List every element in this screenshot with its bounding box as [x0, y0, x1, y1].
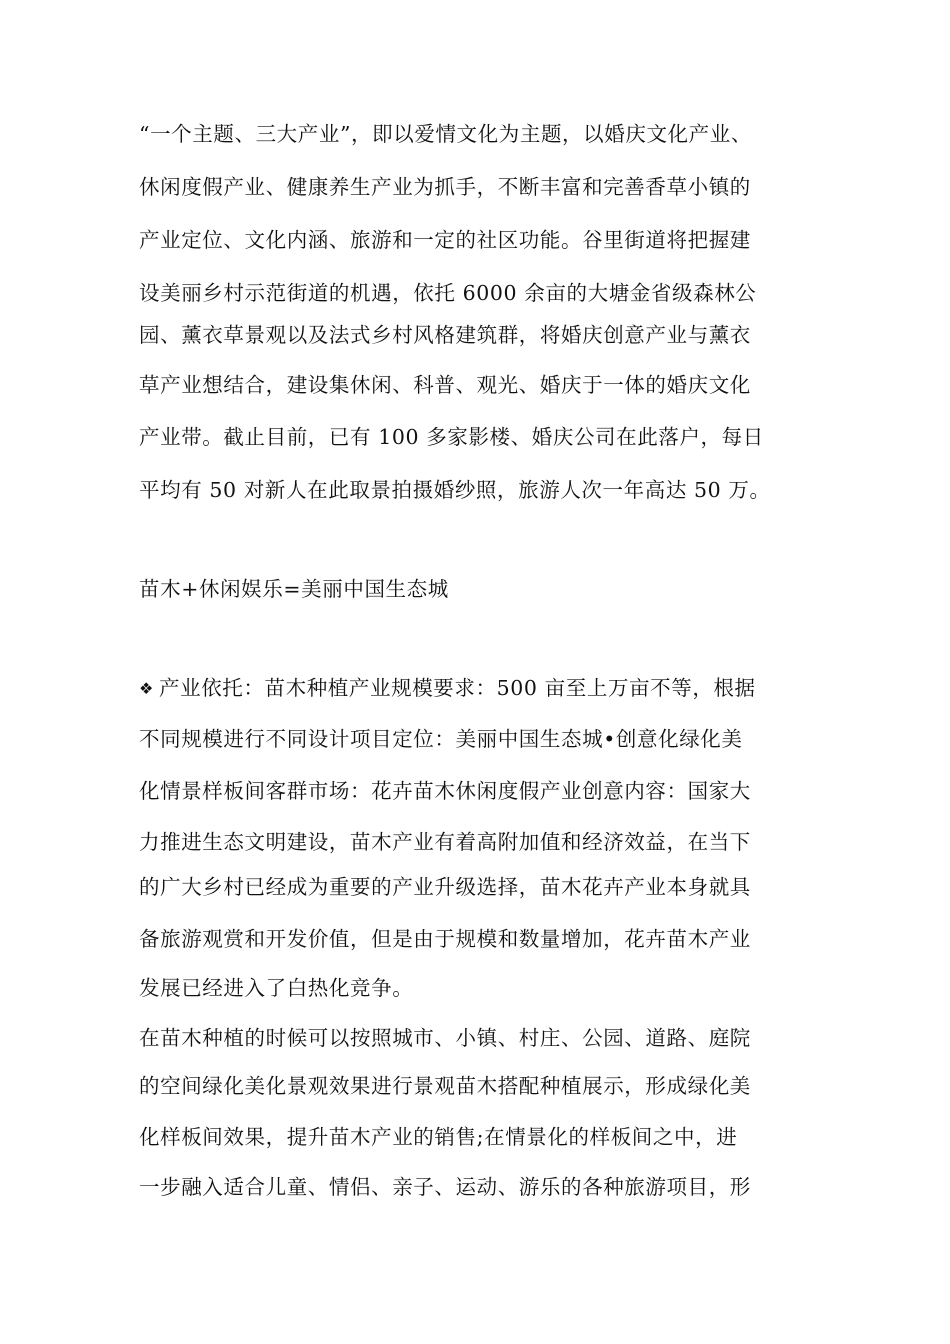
paragraph1-line: “一个主题、三大产业”，即以爱情文化为主题，以婚庆文化产业、	[139, 122, 752, 146]
diamond-bullet-icon: ❖	[139, 679, 154, 698]
paragraph3-line: 在苗木种植的时候可以按照城市、小镇、村庄、公园、道路、庭院	[139, 1026, 751, 1050]
paragraph2-line: 力推进生态文明建设，苗木产业有着高附加值和经济效益，在当下	[139, 830, 751, 854]
paragraph1-line: 休闲度假产业、健康养生产业为抓手，不断丰富和完善香草小镇的	[139, 175, 751, 199]
paragraph1-line: 园、薰衣草景观以及法式乡村风格建筑群，将婚庆创意产业与薰衣	[139, 323, 751, 347]
paragraph2-line: 化情景样板间客群市场：花卉苗木休闲度假产业创意内容：国家大	[139, 779, 751, 803]
paragraph2-line: 发展已经进入了白热化竞争。	[139, 976, 414, 1000]
paragraph3-line: 化样板间效果，提升苗木产业的销售;在情景化的样板间之中，进	[139, 1125, 738, 1149]
paragraph2-line: 的广大乡村已经成为重要的产业升级选择，苗木花卉产业本身就具	[139, 875, 751, 899]
paragraph1-line: 草产业想结合，建设集休闲、科普、观光、婚庆于一体的婚庆文化	[139, 373, 751, 397]
paragraph1-line: 平均有 50 对新人在此取景拍摄婚纱照，旅游人次一年高达 50 万。	[139, 478, 771, 502]
paragraph3-line: 的空间绿化美化景观效果进行景观苗木搭配种植展示，形成绿化美	[139, 1074, 751, 1098]
paragraph2-line: 产业依托：苗木种植产业规模要求：500 亩至上万亩不等，根据	[159, 676, 756, 700]
paragraph2-line: 备旅游观赏和开发价值，但是由于规模和数量增加，花卉苗木产业	[139, 927, 751, 951]
bullet-paragraph-first-line	[139, 673, 756, 704]
paragraph3-line: 一步融入适合儿童、情侣、亲子、运动、游乐的各种旅游项目，形	[139, 1175, 751, 1199]
section-heading: 苗木+休闲娱乐=美丽中国生态城	[139, 577, 449, 601]
paragraph2-line: 不同规模进行不同设计项目定位：美丽中国生态城•创意化绿化美	[139, 727, 743, 751]
paragraph1-line: 设美丽乡村示范街道的机遇，依托 6000 余亩的大塘金省级森林公	[139, 281, 757, 305]
paragraph1-line: 产业定位、文化内涵、旅游和一定的社区功能。谷里街道将把握建	[139, 228, 751, 252]
paragraph1-line: 产业带。截止目前，已有 100 多家影楼、婚庆公司在此落户，每日	[139, 425, 764, 449]
